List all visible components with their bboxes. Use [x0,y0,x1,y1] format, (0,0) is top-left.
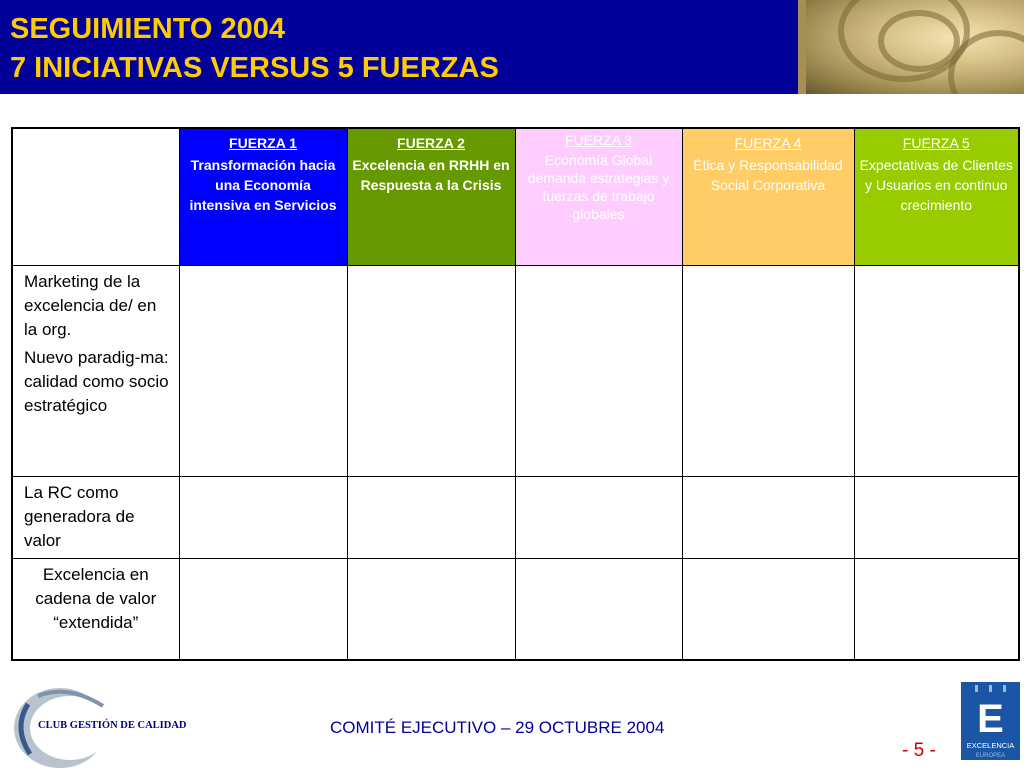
matrix-cell [179,265,347,476]
force-3-description: Economía Global demanda estrategias y fuerzas de trabajo globales [527,152,670,222]
force-5-description: Expectativas de Clientes y Usuarios en continuo crecimiento [859,157,1013,213]
club-gestion-calidad-logo [8,684,208,768]
matrix-cell [347,265,515,476]
meeting-footer-text: COMITÉ EJECUTIVO – 29 OCTUBRE 2004 [330,718,665,737]
title-line-1: SEGUIMIENTO 2004 [10,13,286,45]
matrix-cell [682,476,854,558]
matrix-cell [854,265,1019,476]
header-banner [0,0,1024,94]
decorative-image [798,0,1024,94]
matrix-cell [515,265,682,476]
matrix-cell [682,265,854,476]
force-2-description: Excelencia en RRHH en Respuesta a la Crisis [352,157,510,193]
row-1-label [12,265,179,476]
title-line-2: 7 INICIATIVAS VERSUS 5 FUERZAS [10,52,499,84]
table-row [12,476,1019,558]
row-3-line-1: Excelencia en cadena de valor “extendida” [35,564,157,632]
table-row [12,558,1019,660]
row-1-line-1: Marketing de la excelencia de/ en la org. [24,271,157,339]
matrix-cell [347,476,515,558]
matrix-cell [854,476,1019,558]
row-2-label [12,476,179,558]
force-5-name: FUERZA 5 [902,135,970,151]
force-3-header [515,128,682,265]
force-2-header [347,128,515,265]
logo-right-text1: EXCELENCIA [966,741,1015,750]
matrix-cell [515,476,682,558]
row-1-line-2: Nuevo paradig-ma: calidad como socio estratégico [24,347,169,415]
force-4-name: FUERZA 4 [734,135,802,151]
matrix-cell [347,558,515,660]
empty-corner-cell [12,128,179,265]
force-1-description: Transformación hacia una Economía intensiva en Servicios [189,157,337,213]
table-header-row [12,128,1019,265]
force-1-name: FUERZA 1 [229,135,297,151]
logo-right-text2: EUROPEA [975,753,1006,759]
page-number: - 5 - [902,740,936,761]
force-3-name: FUERZA 3 [565,132,632,148]
force-4-description: Ética y Responsabilidad Social Corporativa [693,157,843,193]
forces-matrix-table [11,127,1020,661]
table-row [12,265,1019,476]
row-2-line-1: La RC como generadora de valor [24,482,135,550]
matrix-cell [682,558,854,660]
matrix-cell [179,558,347,660]
force-5-header [854,128,1019,265]
row-3-label [12,558,179,660]
logo-right-letter: E [977,697,1004,741]
force-1-header [179,128,347,265]
matrix-cell [854,558,1019,660]
logo-left-text: CLUB GESTIÓN DE CALIDAD [38,720,187,731]
force-2-name: FUERZA 2 [397,135,465,151]
excelencia-europea-logo [961,682,1020,760]
matrix-cell [515,558,682,660]
matrix-cell [179,476,347,558]
force-4-header [682,128,854,265]
